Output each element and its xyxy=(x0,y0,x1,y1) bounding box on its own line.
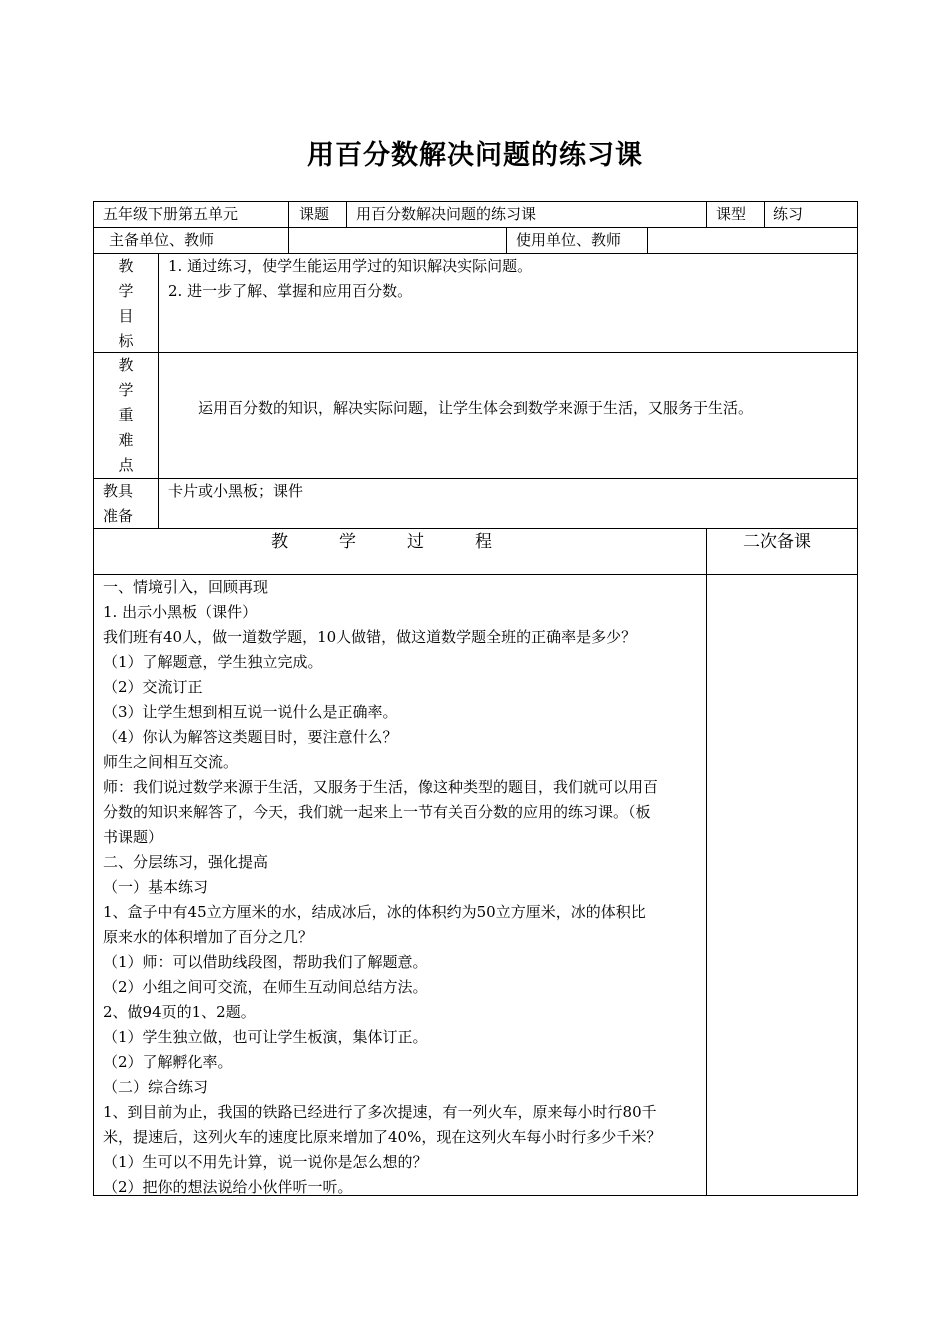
process-line: （一）基本练习 xyxy=(103,878,209,896)
process-line: （3）让学生想到相互说一说什么是正确率。 xyxy=(103,703,398,721)
process-line: 1. 出示小黑板（课件） xyxy=(103,603,258,621)
process-line: 书课题） xyxy=(103,828,164,846)
unit-label: 五年级下册第五单元 xyxy=(103,205,239,223)
process-line: （4）你认为解答这类题目时，要注意什么？ xyxy=(103,728,398,746)
process-line: 师生之间相互交流。 xyxy=(103,753,239,771)
process-line: 2、做94页的1、2题。 xyxy=(103,1003,256,1021)
topic-value: 用百分数解决问题的练习课 xyxy=(356,205,537,223)
process-header: 教 学 过 程 xyxy=(271,532,492,552)
key-points-text: 运用百分数的知识，解决实际问题，让学生体会到数学来源于生活，又服务于生活。 xyxy=(198,399,754,417)
process-line: （1）师：可以借助线段图，帮助我们了解题意。 xyxy=(103,953,428,971)
process-line: 分数的知识来解答了，今天，我们就一起来上一节有关百分数的应用的练习课。（板 xyxy=(103,803,651,821)
use-unit-label: 使用单位、教师 xyxy=(516,231,622,249)
process-line: （2）交流订正 xyxy=(103,678,203,696)
process-line: 1、盒子中有45立方厘米的水，结成冰后，冰的体积约为50立方厘米，冰的体积比 xyxy=(103,903,646,921)
process-line: 我们班有40人，做一道数学题，10人做错，做这道数学题全班的正确率是多少？ xyxy=(103,628,637,646)
type-label: 课型 xyxy=(716,205,747,223)
prep-unit-label: 主备单位、教师 xyxy=(109,231,215,249)
process-line: 米，提速后，这列火车的速度比原来增加了40%，现在这列火车每小时行多少千米？ xyxy=(103,1128,662,1146)
process-body xyxy=(103,575,703,1200)
process-line: （二）综合练习 xyxy=(103,1078,209,1096)
topic-label: 课题 xyxy=(299,205,330,223)
process-line: （1）了解题意，学生独立完成。 xyxy=(103,653,323,671)
goal-item: 1. 通过练习，使学生能运用学过的知识解决实际问题。 xyxy=(168,257,533,275)
materials-label: 教具 准备 xyxy=(103,482,134,525)
process-line: 原来水的体积增加了百分之几？ xyxy=(103,928,314,946)
process-line: （2）了解孵化率。 xyxy=(103,1053,233,1071)
process-line: 一、情境引入，回顾再现 xyxy=(103,578,269,596)
type-value: 练习 xyxy=(773,205,804,223)
materials-text: 卡片或小黑板；课件 xyxy=(168,482,304,500)
process-line: 二、分层练习，强化提高 xyxy=(103,853,269,871)
second-prep-header: 二次备课 xyxy=(743,532,811,552)
process-line: （1）生可以不用先计算，说一说你是怎么想的？ xyxy=(103,1153,428,1171)
process-line: （2）小组之间可交流，在师生互动间总结方法。 xyxy=(103,978,428,996)
goals-label: 教 学 目 标 xyxy=(118,257,134,350)
goal-item: 2. 进一步了解、掌握和应用百分数。 xyxy=(168,282,413,300)
process-line: （1）学生独立做，也可让学生板演，集体订正。 xyxy=(103,1028,428,1046)
page-title: 用百分数解决问题的练习课 xyxy=(307,140,643,171)
process-line: 师：我们说过数学来源于生活，又服务于生活，像这种类型的题目，我们就可以用百 xyxy=(103,778,659,796)
process-line: （2）把你的想法说给小伙伴听一听。 xyxy=(103,1178,353,1196)
process-line: 1、到目前为止，我国的铁路已经进行了多次提速，有一列火车，原来每小时行80千 xyxy=(103,1103,657,1121)
key-points-label: 教 学 重 难 点 xyxy=(118,356,134,474)
